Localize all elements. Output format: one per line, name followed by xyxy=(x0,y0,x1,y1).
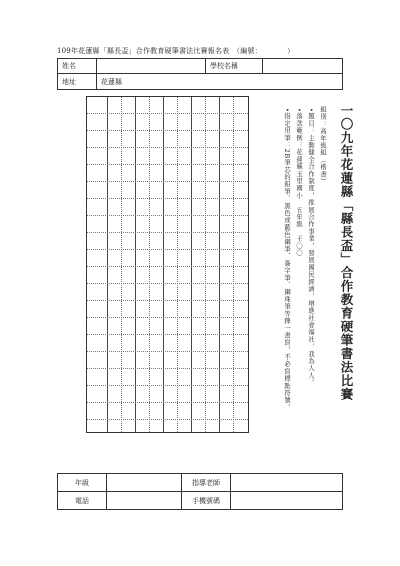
phone-field[interactable] xyxy=(107,492,182,510)
applicant-info-table xyxy=(57,58,343,90)
grade-field[interactable] xyxy=(107,474,182,492)
grade-label: 年級 xyxy=(58,474,107,492)
mobile-label: 手機號碼 xyxy=(182,492,231,510)
footer-info-table xyxy=(57,473,343,510)
school-label: 學校名稱 xyxy=(206,59,263,74)
writing-grid[interactable] xyxy=(86,96,249,433)
form-title: 109年花蓮縣「縣長盃」合作教育硬筆書法比賽報名表 （編號： ） xyxy=(57,47,295,55)
school-field[interactable] xyxy=(263,59,343,74)
teacher-label: 指導老師 xyxy=(182,474,231,492)
name-field[interactable] xyxy=(97,59,206,74)
signature-example-text: •落款範例：花蓮縣玉里國小 五年級 王〇〇 xyxy=(295,108,302,257)
phone-label: 電話 xyxy=(58,492,107,510)
address-field[interactable]: 花蓮縣 xyxy=(97,74,343,90)
contest-title: 一〇九年花蓮縣「縣長盃」合作教育硬筆書法比賽 xyxy=(339,104,354,401)
topic-text: •題目：主動健全合作制度，推展合作事業，發展國民經濟，增進社會福社，我為人人。 xyxy=(307,108,314,387)
name-label: 姓名 xyxy=(58,59,97,74)
mobile-field[interactable] xyxy=(231,492,343,510)
teacher-field[interactable] xyxy=(231,474,343,492)
address-label: 地址 xyxy=(58,74,97,90)
group-text: 組別：高年級組（楷書） xyxy=(319,106,326,186)
pen-rule-text: •指定用筆：2B筆芯的鉛筆、黑色或藍色鋼筆、簽字筆、鋼珠筆等擇一書寫，不必寫標點符號。 xyxy=(283,108,290,412)
